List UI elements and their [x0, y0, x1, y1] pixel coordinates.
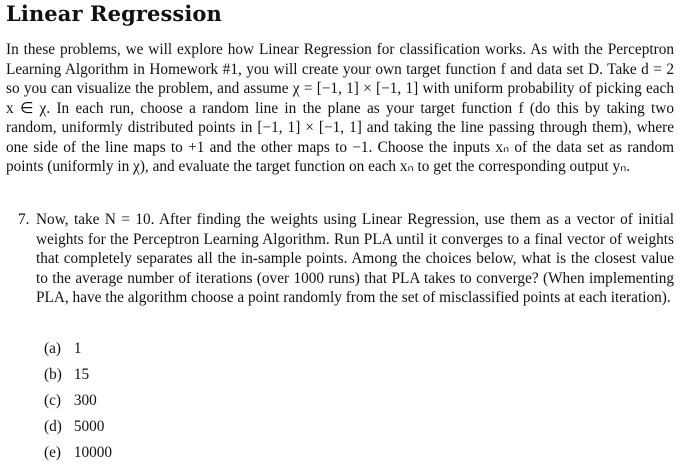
choice-label: (a) — [44, 340, 61, 357]
choice-label: (b) — [44, 366, 62, 383]
choice-e — [44, 442, 112, 468]
choice-b — [44, 364, 112, 390]
choice-d — [44, 416, 112, 442]
choice-value: 300 — [73, 392, 97, 409]
answer-choices — [44, 338, 112, 468]
choice-c — [44, 390, 112, 416]
choice-value: 15 — [73, 366, 90, 383]
choice-value: 10000 — [73, 444, 113, 461]
choice-a — [44, 338, 112, 364]
intro-paragraph: In these problems, we will explore how Linear Regression for classification works. As with the Perceptron Learning Algorithm in Homework #1, you will create your own target function f and data set D. Take d = 2 so you can visualize the problem, and assume χ = [−1, 1] × [−1, 1] with uniform probability of picking each x ∈ χ. In each run, choose a random line in the plane as your target function f (do this by taking two random, uniformly distributed points in [−1, 1] × [−1, 1] and taking the line passing through them), where one side of the line maps to +1 and the other maps to −1. Choose the inputs xₙ of the data set as random points (uniformly in χ), and evaluate the target function on each xₙ to get the corresponding output yₙ. — [6, 41, 674, 175]
question-text: Now, take N = 10. After finding the weights using Linear Regression, use them as a vector of initial weights for the Perceptron Learning Algorithm. Run PLA until it converges to a final vector of weights that completely separates all the in-sample points. Among the choices below, what is the closest value to the average number of iterations (over 1000 runs) that PLA takes to converge? (When implementing PLA, have the algorithm choose a point randomly from the set of misclassified points at each iteration). — [36, 211, 674, 306]
choice-label: (e) — [44, 444, 61, 461]
choice-label: (c) — [44, 392, 61, 409]
section-title: Linear Regression — [6, 1, 222, 26]
question-number: 7. — [18, 211, 30, 228]
choice-value: 1 — [73, 340, 82, 357]
choice-value: 5000 — [73, 418, 105, 435]
choice-label: (d) — [44, 418, 62, 435]
